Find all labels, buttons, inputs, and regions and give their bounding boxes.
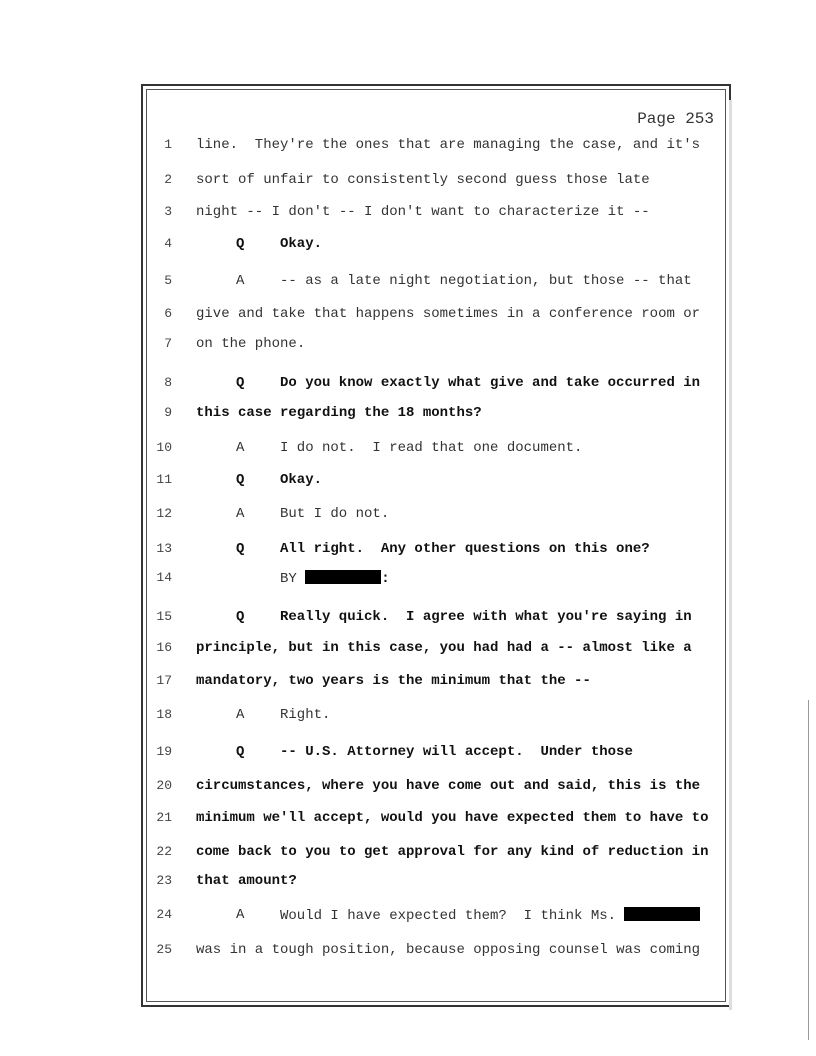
line-number: 20 <box>156 778 172 793</box>
line-text: on the phone. <box>196 336 306 352</box>
line-text: Do you know exactly what give and take occurred in <box>280 375 701 391</box>
transcript-line <box>0 673 816 697</box>
transcript-line <box>0 541 816 565</box>
line-number: 14 <box>156 570 172 585</box>
line-number: 23 <box>156 873 172 888</box>
transcript-line <box>0 707 816 731</box>
line-number: 24 <box>156 907 172 922</box>
transcript-line <box>0 336 816 360</box>
line-text: Okay. <box>280 236 323 252</box>
line-text: principle, but in this case, you had had a -- almost like a <box>196 640 692 656</box>
transcript-line <box>0 810 816 834</box>
line-number: 22 <box>156 844 172 859</box>
line-text: minimum we'll accept, would you have expected them to have to <box>196 810 709 826</box>
transcript-line <box>0 570 816 594</box>
transcript-line <box>0 172 816 196</box>
line-text: this case regarding the 18 months? <box>196 405 482 421</box>
redaction-bar <box>305 570 381 584</box>
line-text: I do not. I read that one document. <box>280 440 583 456</box>
transcript-line <box>0 844 816 868</box>
line-number: 15 <box>156 609 172 624</box>
line-text: night -- I don't -- I don't want to characterize it -- <box>196 204 650 220</box>
line-number: 11 <box>156 472 172 487</box>
line-number: 12 <box>156 506 172 521</box>
speaker-label: Q <box>236 236 245 252</box>
transcript-line <box>0 204 816 228</box>
speaker-label: A <box>236 273 245 289</box>
line-number: 13 <box>156 541 172 556</box>
line-number: 6 <box>164 306 172 321</box>
transcript-line <box>0 873 816 897</box>
line-number: 3 <box>164 204 172 219</box>
line-text: sort of unfair to consistently second guess those late <box>196 172 650 188</box>
colon-label: : <box>381 571 390 587</box>
line-text: -- as a late night negotiation, but those -- that <box>280 273 692 289</box>
transcript-line <box>0 472 816 496</box>
line-number: 19 <box>156 744 172 759</box>
line-number: 5 <box>164 273 172 288</box>
line-number: 21 <box>156 810 172 825</box>
speaker-label: A <box>236 440 245 456</box>
speaker-label: Q <box>236 541 245 557</box>
transcript-line <box>0 907 816 931</box>
line-text: come back to you to get approval for any kind of reduction in <box>196 844 709 860</box>
transcript-line <box>0 744 816 768</box>
line-text <box>280 907 700 924</box>
transcript-line <box>0 440 816 464</box>
line-number: 10 <box>156 440 172 455</box>
by-label: BY <box>280 571 297 587</box>
speaker-label: Q <box>236 375 245 391</box>
redaction-bar <box>624 907 700 921</box>
line-text: that amount? <box>196 873 297 889</box>
transcript-line <box>0 236 816 260</box>
speaker-label: Q <box>236 609 245 625</box>
line-number: 8 <box>164 375 172 390</box>
speaker-label: Q <box>236 744 245 760</box>
line-number: 2 <box>164 172 172 187</box>
page-number: Page 253 <box>637 110 714 128</box>
line-number: 16 <box>156 640 172 655</box>
line-text: -- U.S. Attorney will accept. Under those <box>280 744 633 760</box>
line-number: 1 <box>164 137 172 152</box>
line-text: give and take that happens sometimes in a conference room or <box>196 306 701 322</box>
transcript-line <box>0 306 816 330</box>
line-text: was in a tough position, because opposing counsel was coming <box>196 942 701 958</box>
line-text: All right. Any other questions on this one? <box>280 541 650 557</box>
line-text: Right. <box>280 707 331 723</box>
line-text: Really quick. I agree with what you're saying in <box>280 609 692 625</box>
transcript-line <box>0 273 816 297</box>
line-number: 4 <box>164 236 172 251</box>
transcript-line <box>0 640 816 664</box>
speaker-label: A <box>236 506 245 522</box>
speaker-label: A <box>236 707 245 723</box>
transcript-line <box>0 506 816 530</box>
line-number: 18 <box>156 707 172 722</box>
line-number: 25 <box>156 942 172 957</box>
line-text-content: Would I have expected them? I think Ms. <box>280 908 617 924</box>
speaker-label: A <box>236 907 245 923</box>
line-number: 7 <box>164 336 172 351</box>
transcript-line <box>0 609 816 633</box>
transcript-line <box>0 405 816 429</box>
line-text: But I do not. <box>280 506 390 522</box>
transcript-line <box>0 778 816 802</box>
line-text: line. They're the ones that are managing the case, and it's <box>196 137 701 153</box>
transcript-line <box>0 137 816 161</box>
speaker-label: Q <box>236 472 245 488</box>
line-number: 17 <box>156 673 172 688</box>
line-text: mandatory, two years is the minimum that the -- <box>196 673 591 689</box>
line-text: circumstances, where you have come out and said, this is the <box>196 778 701 794</box>
line-number: 9 <box>164 405 172 420</box>
line-text: Okay. <box>280 472 323 488</box>
transcript-line <box>0 375 816 399</box>
transcript-line <box>0 942 816 966</box>
line-text <box>280 570 390 587</box>
